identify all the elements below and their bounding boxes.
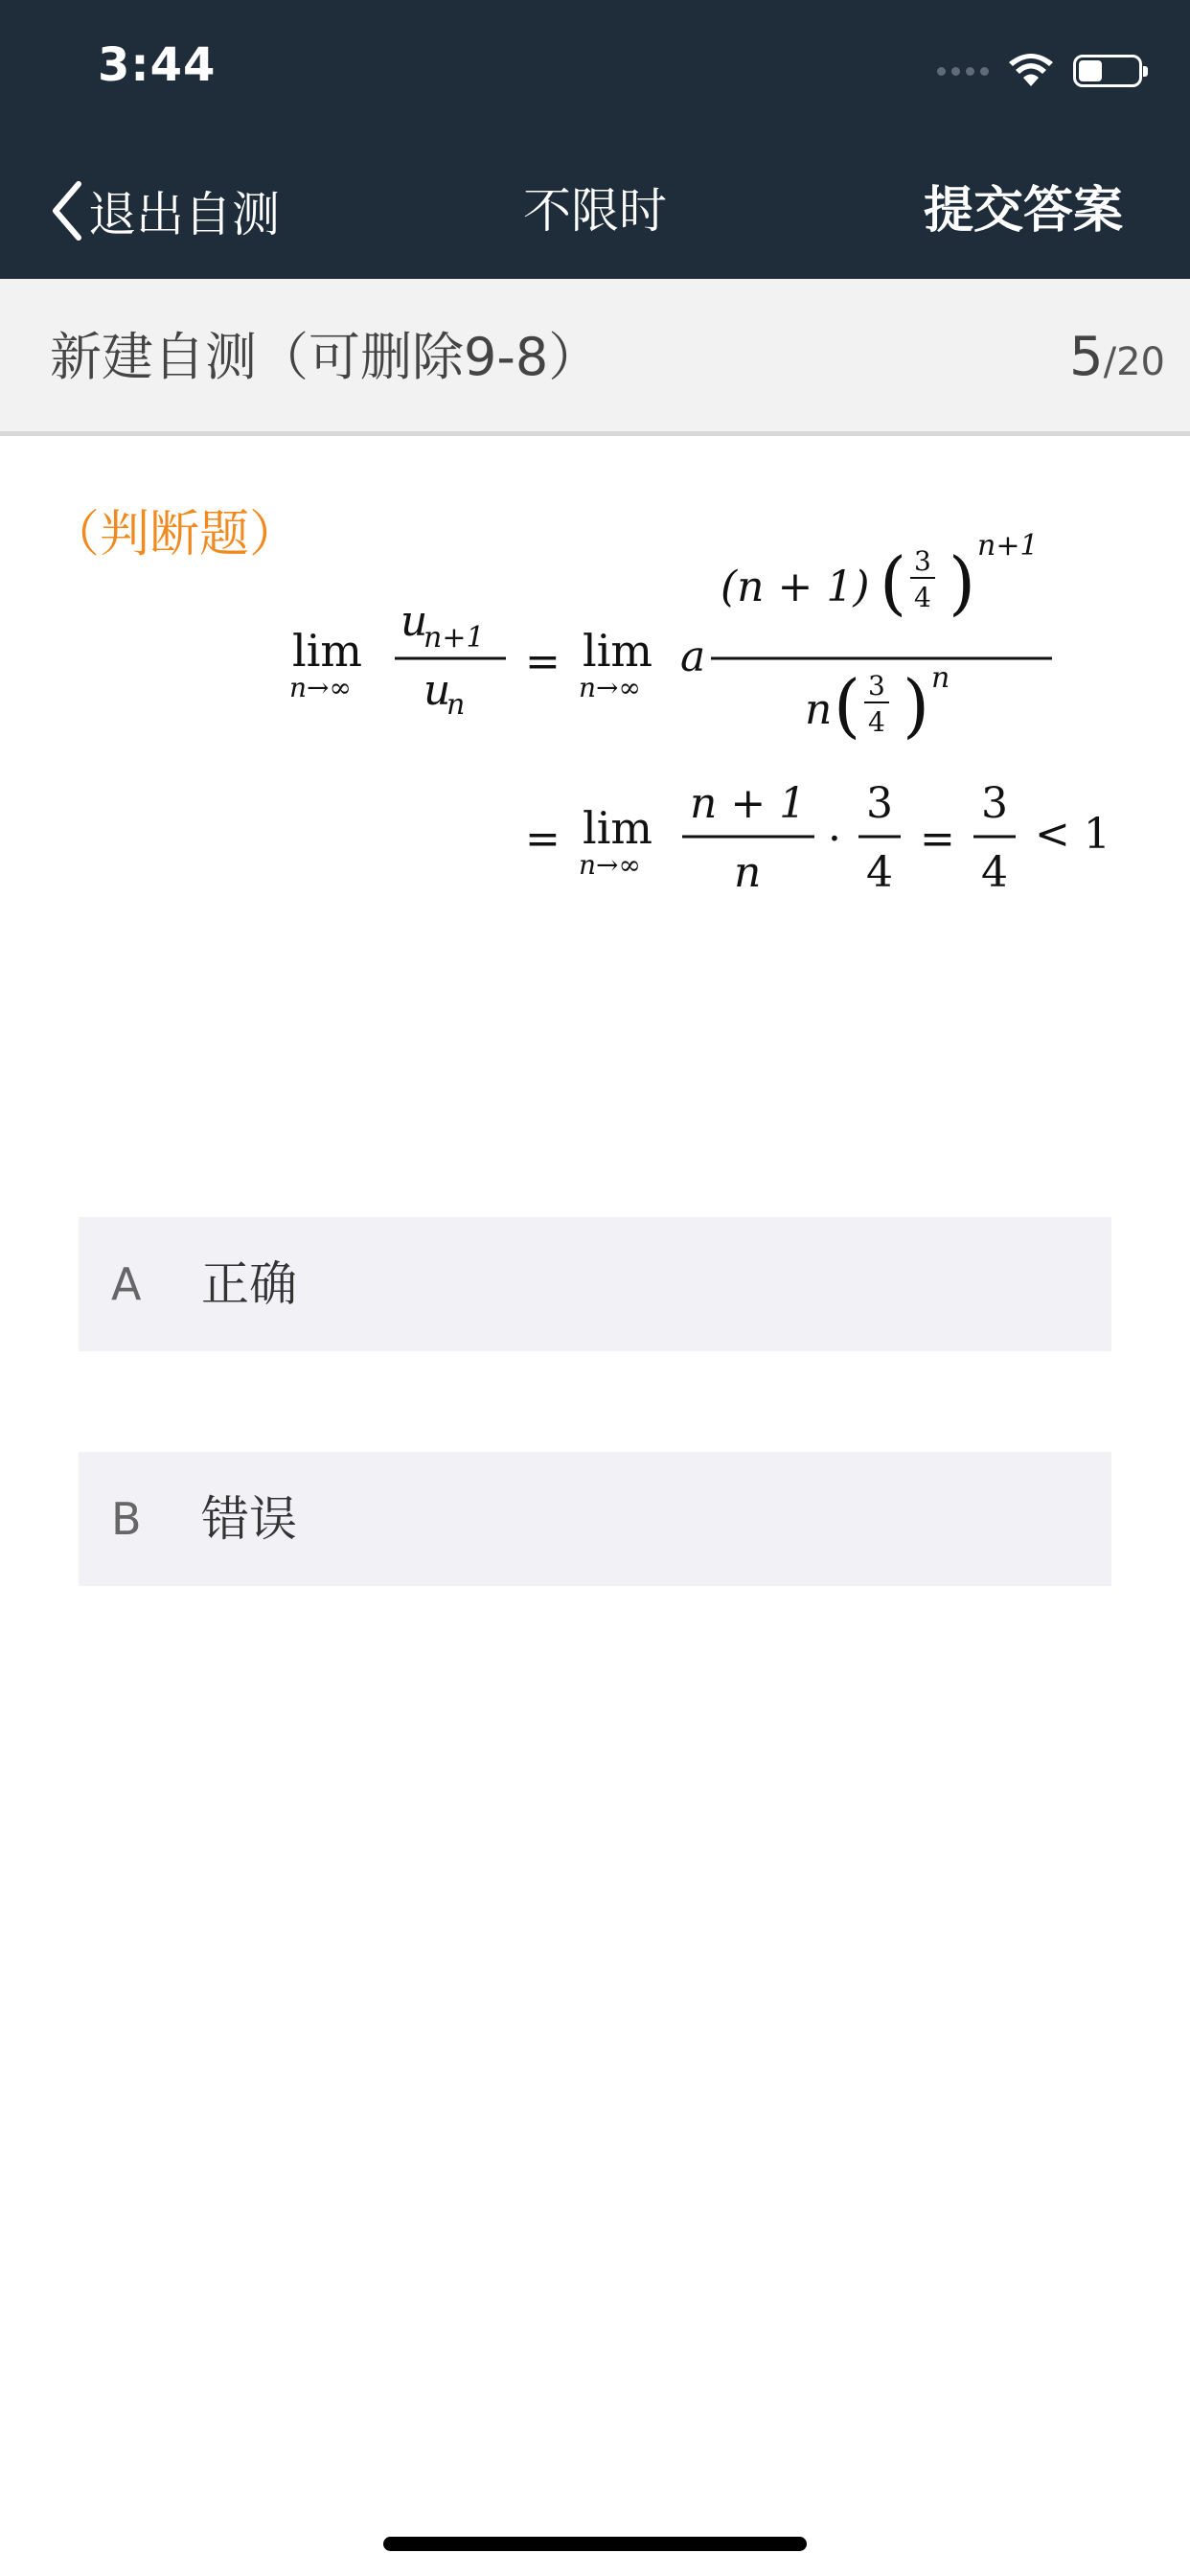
formula-u-top: u	[400, 597, 428, 646]
status-icons	[937, 50, 1142, 92]
formula-u-bottom: u	[423, 666, 451, 715]
option-letter: A	[111, 1258, 142, 1310]
formula-n-plus-1: n + 1	[690, 779, 807, 828]
formula-less-than-one: < 1	[1035, 810, 1110, 859]
formula-lim-sub-2: n→∞	[579, 672, 641, 703]
formula-lim-2: lim	[583, 625, 653, 677]
option-letter: B	[111, 1493, 142, 1545]
progress-current: 5	[1068, 326, 1104, 388]
back-button[interactable]	[50, 172, 280, 249]
svg-text:): )	[903, 665, 930, 746]
formula-three-a: 3	[914, 545, 931, 577]
formula-a: a	[680, 632, 706, 681]
formula-lim-sub-3: n→∞	[579, 849, 641, 881]
svg-text:(: (	[834, 665, 861, 746]
question-progress	[1069, 279, 1165, 448]
formula-lim-sub-1: n→∞	[289, 672, 352, 703]
option-text: 正确	[201, 1256, 297, 1312]
formula-n-bottom: n	[734, 848, 762, 897]
back-label: 退出自测	[88, 187, 280, 242]
quiz-info-bar	[0, 279, 1190, 436]
home-indicator[interactable]	[383, 2537, 807, 2551]
chevron-left-icon	[50, 180, 84, 242]
formula-sup-n-plus-1: n+1	[977, 529, 1039, 563]
timer-title: 不限时	[523, 183, 667, 239]
formula-sup-n: n	[931, 661, 950, 695]
progress-total: /20	[1103, 340, 1165, 384]
app-header	[0, 0, 1190, 279]
svg-text:(: (	[880, 542, 907, 623]
formula-sub-n-plus-1: n+1	[423, 621, 485, 655]
question-formula	[278, 522, 1140, 906]
formula-three-b: 3	[868, 670, 885, 702]
formula-equals-1: =	[525, 637, 561, 686]
formula-three-d: 3	[981, 779, 1008, 828]
formula-four-d: 4	[981, 848, 1008, 897]
formula-n-denominator: n	[805, 685, 833, 734]
formula-four-a: 4	[914, 582, 931, 613]
status-time: 3:44	[98, 38, 217, 92]
option-text: 错误	[201, 1491, 297, 1547]
option-b[interactable]	[79, 1452, 1111, 1586]
cellular-signal-icon	[937, 67, 989, 76]
formula-four-b: 4	[868, 706, 885, 738]
formula-equals-2: =	[525, 815, 561, 863]
formula-four-c: 4	[866, 848, 893, 897]
formula-n-plus-1-paren: (n + 1)	[721, 563, 870, 611]
formula-lim-3: lim	[583, 802, 653, 854]
submit-answer-button[interactable]: 提交答案	[923, 182, 1123, 240]
question-type-label: （判断题）	[50, 506, 300, 564]
formula-sub-n: n	[446, 688, 466, 722]
wifi-icon	[1008, 54, 1054, 88]
formula-three-c: 3	[866, 779, 893, 828]
quiz-title: 新建自测（可删除9-8）	[50, 327, 601, 387]
formula-equals-3: =	[920, 815, 955, 863]
formula-dot: ·	[828, 815, 841, 863]
formula-lim-1: lim	[292, 625, 363, 677]
battery-icon	[1073, 55, 1142, 87]
svg-text:): )	[949, 542, 976, 623]
option-a[interactable]	[79, 1217, 1111, 1351]
